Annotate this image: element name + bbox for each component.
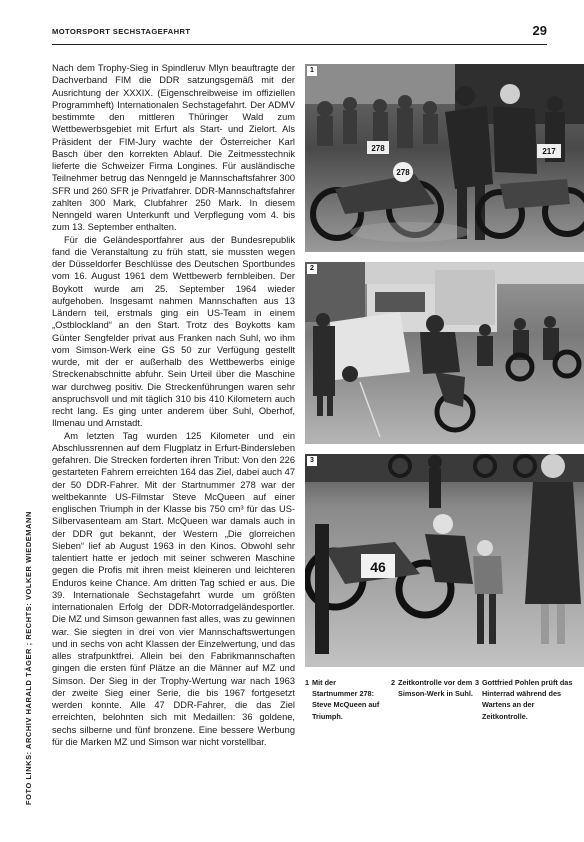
- photo-2: [305, 262, 584, 444]
- caption-text: Zeitkontrolle vor dem Simson-Werk in Suhl.: [398, 678, 473, 699]
- caption-1: [305, 677, 383, 722]
- start-number-label: 278: [371, 144, 385, 153]
- photo-number-badge: 2: [307, 264, 317, 274]
- photo-credit: FOTO LINKS: ARCHIV HARALD TÄGER ; RECHTS: VOLKER WIEDEMANN: [24, 511, 33, 805]
- header-rule: [52, 44, 547, 45]
- page-number: 29: [532, 23, 547, 38]
- article-paragraph: Für die Geländesportfahrer aus der Bundesrepublik fand die Veranstaltung zu früh statt, sie mussten wegen der Düsseldorfer Beschlüsse des Deutschen Sportbundes vom 16. August 1961 dem Wettbewerb fernbleiben. Der Boykott wurde am 25. September 1964 wieder aufgehoben. Insgesamt nahmen Mannschaften aus 13 Ländern teil, erstmals ging ein US-Team in einem „Ostblockland“ an den Start. Trotz des Boykotts kam Günter Sengfelder privat aus Franken nach Suhl, wo ihm vom Simson-Werk eine GS 50 zur Verfügung gestellt wurde, mit der er außerhalb des Wettbewerbs einige Streckenabschnitte abfuhr. Sein Urteil über die Maschine war durchweg positiv. Die Streckenführungen waren sehr anspruchsvoll und mit täglich 310 bis 410 Kilometern auch recht lang. Es ging unter anderem über Suhl, Oberhof, Ilmenau und Arnstadt.: [52, 234, 295, 429]
- start-number-label: 46: [370, 559, 386, 575]
- photo-number-badge: 3: [307, 456, 317, 466]
- start-number-label: 278: [396, 168, 410, 177]
- photo-2-image: [305, 262, 584, 444]
- caption-text: Gottfried Pohlen prüft das Hinterrad während des Wartens an der Zeitkontrolle.: [482, 678, 573, 721]
- article-paragraph: Am letzten Tag wurden 125 Kilometer und ein Abschlussrennen auf dem Flugplatz in Erfurt-Bindersleben gefahren. Die Strecken forderten ihren Tribut: Von den 226 gestarteten Fahrern erreichten 164 das Ziel, dabei auch 47 der 50 DDR-Fahrer. Mit der Startnummer 278 war der weltbekannte US-Filmstar Steve McQueen auf einer englischen Triumph in der Klasse bis 750 cm³ für das US-Silbervasenteam am Start. McQueen war damals auch in der DDR gut bekannt, der Western „Die glorreichen Sieben“ lief ab August 1963 in den Kinos. Obwohl sehr talentiert hatte er jedoch mit seiner schweren Maschine gegen die Profis mit ihren meist kleineren und leichteren Enduros keine Chance. Am dritten Tag schied er aus. Die 39. Internationale Sechstagefahrt wurde um größten internationalen Erfolg der DDR-Motorradgeländesportler. Die MZ und Simson gewannen fast alles, was zu gewinnen war. Sie siegten in drei von vier Mannschaftswertungen und in sechs von acht Klassen der Einzelwertung, und das alles strafpunktfrei. Allein bei den Fabrikmannschaften gingen die ersten fünf Plätze an die Männer auf MZ und Simson. Der Sieg in der Trophy-Wertung war nach 1963 der zweite Sieg einer Serie, die bis 1967 fortgesetzt werden konnte. Alle 47 DDR-Fahrer, die das Ziel erreichten, belohnten sich mit Medaillen: 36 goldene, sechs silberne und fünf bronzene. Eine bessere Werbung für die Marken MZ und Simson war nicht vorstellbar.: [52, 430, 295, 747]
- article-body: [52, 62, 295, 748]
- caption-2: [391, 677, 475, 699]
- photo-3-image: [305, 454, 584, 667]
- caption-number: 2: [391, 678, 396, 687]
- caption-3: [475, 677, 575, 722]
- photo-1: [305, 64, 584, 252]
- photo-3: [305, 454, 584, 667]
- start-number-label: 217: [542, 147, 556, 156]
- caption-number: 3: [475, 678, 480, 687]
- article-paragraph: Nach dem Trophy-Sieg in Spindleruv Mlyn beauftragte der Dachverband FIM die DDR satzungsgemäß mit der Ausrichtung der XXXIX. (Eigenschreibweise im offiziellen Programmheft) Internationalen Sechstagefahrt. Der ADMV bestimmte den mittleren Thüringer Wald zum Wettbewerbsgebiet mit Erfurt als Start- und Zielort. Als Präsident der FIM-Jury wachte der Österreicher Karl Basch über den korrekten Ablauf. Die Zeitmesstechnik lieferte die Schweizer Firma Longines. Für ausländische Teilnehmer betrug das Nenngeld je Mannschaftsfahrer 300 SFR und 260 SFR je Privatfahrer. DDR-Mannschaftsfahrer zahlten 300 Mark, Clubfahrer 250 Mark. In diesem Nenngeld waren Unterkunft und Verpflegung vom 4. bis zum 13. September enthalten.: [52, 63, 295, 233]
- caption-text: Mit der Startnummer 278: Steve McQueen auf Triumph.: [312, 678, 380, 721]
- caption-number: 1: [305, 678, 310, 687]
- photo-number-badge: 1: [307, 66, 317, 76]
- running-header: MOTORSPORT SECHSTAGEFAHRT: [52, 27, 191, 36]
- photo-1-image: [305, 64, 584, 252]
